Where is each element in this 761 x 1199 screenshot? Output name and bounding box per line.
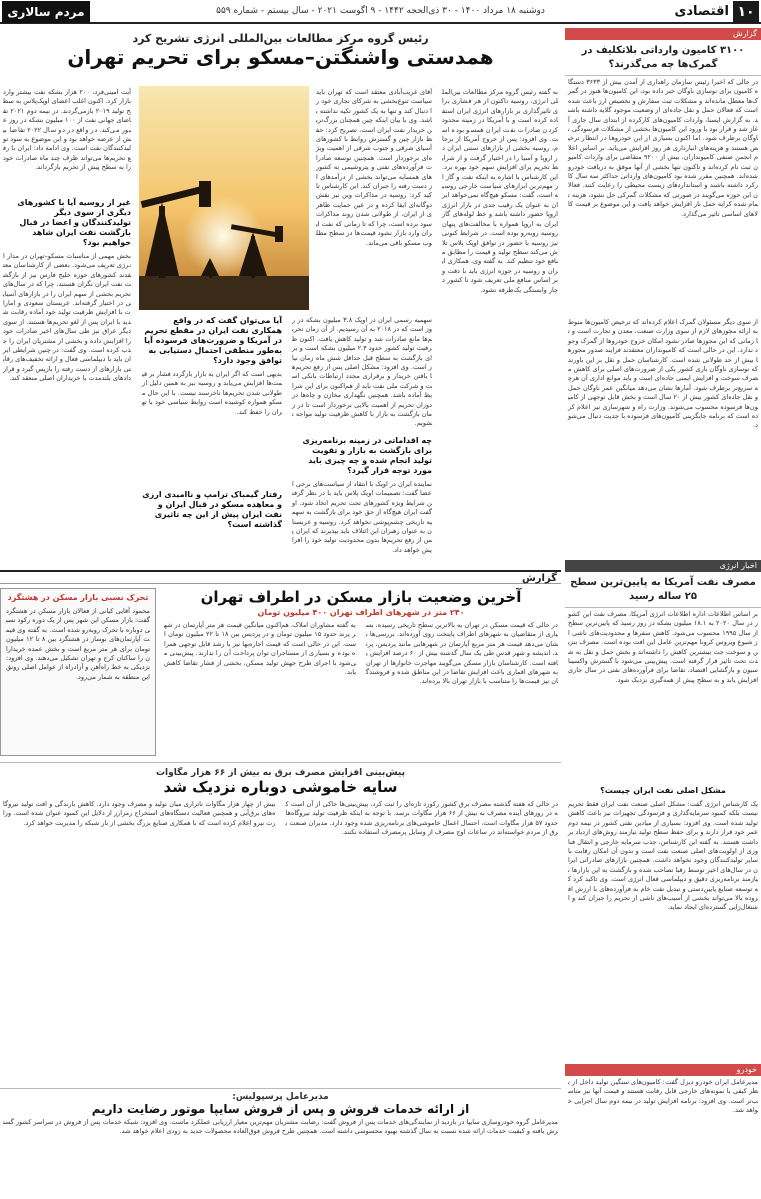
lead-question-4: رفتار گیمباک ترامپ و ناامیدی ارزی و معاهده مسکو در قبال ایران و نفت ایران پیش از این چه تاثیری گذاشته است؟	[142, 490, 282, 529]
lead-question-2: آیا می‌توان گفت که در واقع همکاری نفت ایران در مقطع تحریم در آمریکا و ضرورت‌های فرسوده آیا به‌طور منطقی احتمال دستیابی به توافق وجود دارد؟	[144, 316, 282, 365]
saipa-kicker: مدیرعامل پرسپولیس:	[232, 1092, 329, 1102]
divider	[0, 762, 561, 763]
electricity-body-1: در حالی که هفته گذشته مصرف برق کشور رکورد تازه‌ای را ثبت کرد، پیش‌بینی‌ها حاکی از آن است که در روزهای آینده مصرف به بیش از ۶۶ هزار مگاوات برسد. با توجه به اینکه ظرفیت تولید نیروگاه‌ها حدود ۵۷ هزار مگاوات است، احتمال اعمال خاموشی‌های برنامه‌ریزی شده وجود دارد. مدیران صنعت برق از مردم خواسته‌اند در ساعات اوج مصرف از وسایل پرمصرف استفاده نکنند.	[285, 800, 559, 837]
lead-lower-block	[139, 314, 435, 566]
auto-story-body: مدیرعامل ایران خودرو دیزل گفت: کامیون‌های سنگین تولید داخل از نظر کیفی با نمونه‌های خارجی قابل رقابت هستند و قیمت آنها نیز مناسب‌تر است. وی افزود: برنامه افزایش تولید در نیمه دوم سال اجرایی خواهد شد.	[568, 1078, 758, 1115]
lead-kicker: رئیس گروه مرکز مطالعات بین‌المللی انرژی تشریح کرد	[132, 32, 429, 45]
housing-highlight: ۲۴۰ متر در شهرهای اطراف تهران ۴۰۰ میلیون تومان	[257, 608, 465, 617]
section-tag: خودرو	[565, 1064, 761, 1076]
saipa-title: از ارائه خدمات فروش و پس از فروش سایپا موتور رضایت داریم	[91, 1102, 470, 1116]
lead-column-3: آیت امینی‌فرد، ۲۰۰ هزار بشکه نفت بیشتر وارد بازار کرد. اکنون اغلب اعضای اوپک‌پلاس به سطح تولید ۲۰۱۹ بازمی‌گردند. در نیمه دوم ۲۰۲۱ تقاضای جهانی نفت از ۱۰۰ میلیون بشکه در روز عبور می‌کند. در واقع در دو سال ۲۰۲۲ تقاضا بیش از عرضه خواهد بود و این موضوع به سود تولیدکنندگان نفت است. وی ادامه داد: ایران با رفع تحریم‌ها می‌تواند ظرف چند ماه صادرات خود را به سطح پیش از تحریم بازگرداند.	[3, 88, 131, 172]
oil-story-headline: مصرف نفت آمریکا به پایین‌ترین سطح ۲۵ ساله رسید	[565, 572, 761, 608]
newspaper-brand: مردم سالاری	[2, 1, 90, 23]
lead-column-3b: بخش مهمی از مناسبات مسکو–تهران در مدار انرژی تعریف می‌شود. بعضی از کارشناسان معتقدند کشورهای حوزه خلیج فارس نیز از بازگشت نفت ایران نگران هستند، چرا که در سال‌های تحریم بخشی از سهم ایران را در بازارهای آسیایی در اختیار گرفته‌اند. عربستان سعودی و امارات با افزایش ظرفیت تولید خود آماده رقابت شدید با ایران پس از لغو تحریم‌ها هستند. از سوی دیگر عراق نیز طی سال‌های اخیر صادرات خود را افزایش داده و بخشی از مشتریان ایران را جذب کرده است. وی گفت: در چنین شرایطی ایران باید با دیپلماسی فعال و ارائه تخفیف‌های رقابتی بازارهای از دست رفته را بازپس گیرد و قراردادهای بلندمدت با خریداران اصلی منعقد کند.	[3, 252, 131, 383]
page-number: ۱۰	[733, 1, 759, 23]
lead-column-6: بدیهی است که اگر ایران به بازار بازگردد فشار بر قیمت‌ها افزایش می‌یابد و روسیه نیز به همین دلیل از طولانی شدن تحریم‌ها ناخرسند نیست. با این حال مسکو همواره کوشیده است روابط سیاسی خود با تهران را حفظ کند.	[142, 370, 282, 416]
housing-body-2: به گفته مشاوران املاک، هم‌اکنون میانگین قیمت هر متر آپارتمان در شهر پرند حدود ۱۵ میلیون تومان و در پردیس بین ۱۸ تا ۲۲ میلیون تومان است. این در حالی است که قیمت اجاره‌بها نیز با رشد قابل توجهی همراه بوده و بسیاری از مستاجران توان پرداخت آن را ندارند. پیش‌بینی می‌شود با اجرای طرح جهش تولید مسکن، بخشی از فشار تقاضا کاهش یابد.	[164, 621, 356, 677]
electricity-kicker: پیش‌بینی افزایش مصرف برق به بیش از ۶۶ هزار مگاوات	[156, 768, 405, 778]
lead-headline-block	[0, 32, 561, 69]
electricity-title: سایه خاموشی دوباره نزدیک شد	[163, 778, 398, 796]
lead-column-left	[0, 86, 134, 566]
saipa-story	[0, 1092, 561, 1196]
oil-pumpjack-image	[139, 86, 309, 310]
housing-body-1: در حالی که قیمت مسکن در تهران به بالاترین سطح تاریخی رسیده، بسیاری از متقاضیان به شهرهای اطراف پایتخت روی آورده‌اند. بررسی‌ها نشان می‌دهد قیمت هر متر مربع آپارتمان در شهرهایی مانند پردیس، پرند، اندیشه و شهر قدس طی یک سال گذشته بیش از ۶۰ درصد افزایش یافته است. کارشناسان بازار مسکن می‌گویند مهاجرت خانوارها از تهران به شهرهای اقماری باعث افزایش تقاضا در این مناطق شده و فروشندگان نیز قیمت‌ها را متناسب با بازار تهران بالا برده‌اند.	[366, 621, 559, 686]
oil-story-body2: یک کارشناس انرژی گفت: مشکل اصلی صنعت نفت ایران فقط تحریم نیست بلکه کمبود سرمایه‌گذاری و فرسودگی تجهیزات نیز باعث کاهش تولید شده است. وی افزود: بسیاری از میادین نفتی کشور در نیمه دوم عمر خود قرار دارند و برای حفظ سطح تولید نیازمند روش‌های ازدیاد برداشت هستند. به گفته این کارشناس، جذب سرمایه خارجی و انتقال فناوری از اولویت‌های اصلی صنعت نفت است و بدون آن امکان رقابت با سایر تولیدکنندگان وجود نخواهد داشت. همچنین بازارهای صادراتی ایران در سال‌های اخیر توسط رقبا تصاحب شده و بازگشت به این بازارها نیازمند برنامه‌ریزی دقیق و دیپلماسی فعال انرژی است. وی تاکید کرد که توسعه صنایع پایین‌دستی و تبدیل نفت خام به فرآورده‌های با ارزش افزوده بالا می‌تواند بخشی از آسیب‌های ناشی از تحریم را جبران کند و اشتغال‌زایی گسترده‌ای ایجاد نماید.	[568, 800, 758, 912]
divider	[0, 1088, 561, 1089]
hashtgerd-body: محمود آقایی کیانی از فعالان بازار مسکن در هشتگرد گفت: بازار مسکن این شهر پس از یک دوره رکود نسبی دوباره با تحرک روبه‌رو شده است. به گفته وی قیمت آپارتمان‌های نوساز در هشتگرد بین ۸ تا ۱۲ میلیون تومان برای هر متر مربع است و بخش عمده خریداران را ساکنان کرج و تهران تشکیل می‌دهند. وی افزود: نزدیکی به خط راه‌آهن و آزادراه از عوامل اصلی رونق این منطقه به شمار می‌رود.	[6, 607, 150, 681]
truck-story-body-cont: از سوی دیگر مسئولان گمرک اعلام کرده‌اند که ترخیص کامیون‌ها منوط به ارائه مجوزهای لازم از سوی وزارت صنعت، معدن و تجارت است و تا زمانی که این مجوزها صادر نشود امکان خروج خودروها از گمرک وجود ندارد. این در حالی است که کامیونداران معتقدند فرایند صدور مجوزها بیش از حد طولانی شده است. کارشناسان حمل و نقل بر این باورند که نوسازی ناوگان باری کشور یکی از ضرورت‌های اصلی برای کاهش مصرف سوخت و افزایش ایمنی جاده‌ای است و باید موانع اداری آن هرچه سریع‌تر برطرف شود. آمارها نشان می‌دهد میانگین عمر ناوگان حمل و نقل جاده‌ای کشور بیش از ۲۰ سال است و بخش قابل توجهی از کامیون‌ها فرسوده محسوب می‌شوند. وزارت راه و شهرسازی نیز اعلام کرده است که برنامه جایگزینی کامیون‌های فرسوده با جدیت دنبال می‌شود.	[568, 318, 758, 430]
lead-column-2a: آقای غریب‌آبادی معتقد است که تهران باید سیاست تنوع‌بخشی به شرکای تجاری خود را دنبال کند و تنها به یک کشور تکیه نداشته باشد. وی با بیان اینکه چین همچنان بزرگ‌ترین خریدار نفت ایران است، تصریح کرد: حفظ بازار چین و گسترش روابط با کشورهای آسیای شرقی و جنوب شرقی از اهمیت ویژه‌ای برخوردار است. همچنین توسعه صادرات فرآورده‌های نفتی و پتروشیمی به کشورهای همسایه می‌تواند بخشی از درآمدهای از دست رفته را جبران کند. این کارشناس تاکید کرد: روسیه در مذاکرات وین نیز نقش دوگانه‌ای ایفا کرده و در عین حمایت ظاهری از ایران، از طولانی شدن روند مذاکرات سود برده است، چرا که تا زمانی که نفت ایران وارد بازار نشود قیمت‌ها در سطح مطلوب مسکو باقی می‌ماند.	[316, 88, 432, 247]
lead-column-1: به گفته رئیس گروه مرکز مطالعات بین‌المللی انرژی، روسیه تاکنون از هر فشاری برای تاثیرگذاری بر بازارهای انرژی ایران استفاده کرده است و با آمریکا در زمینه محدود کردن صادرات نفت ایران همسو بوده است. وی افزود: پس از خروج آمریکا از برجام، روسیه بخشی از بازارهای سنتی ایران در اروپا و آسیا را در اختیار گرفت و از شرایط تحریم برای افزایش سهم خود بهره برد. این کارشناس با اشاره به اینکه نفت و گاز از مهم‌ترین ابزارهای سیاست خارجی روسیه است، گفت: مسکو هیچ‌گاه نمی‌خواهد ایران به عنوان یک رقیب جدی در بازار انرژی اروپا حضور داشته باشد و خط لوله‌های گاز ایران به اروپا همواره با مخالفت‌های پنهان روسیه روبه‌رو بوده است. در شرایط کنونی نیز روسیه با حضور در توافق اوپک پلاس تلاش می‌کند سطح تولید و قیمت را مطابق منافع خود تنظیم کند. به گفته وی، همکاری ایران و روسیه در حوزه انرژی باید با دقت و بر اساس منافع ملی تعریف شود تا کشور دچار وابستگی یک‌طرفه نشود.	[442, 88, 558, 294]
electricity-body-2: بیش از چهار هزار مگاوات ناترازی میان تولید و مصرف وجود دارد. کاهش بارندگی و افت تولید نیروگاه‌های برق‌آبی و همچنین فعالیت دستگاه‌های استخراج رمزارز از دلایل این کمبود عنوان شده است. وزارت نیرو اعلام کرده است که با همکاری صنایع بزرگ بخشی از بار شبکه را مدیریت خواهد کرد.	[3, 800, 276, 827]
housing-story	[161, 588, 561, 747]
dateline: دوشنبه ۱۸ مرداد ۱۴۰۰ - ۳۰ ذی‌الحجه ۱۴۴۲ - ۹ اگوست ۲۰۲۱ - سال بیستم - شماره ۵۵۹	[216, 6, 545, 16]
oil-story-subhead: مشکل اصلی نفت ایران چیست؟	[600, 786, 726, 795]
section-tag: اخبار انرژی	[565, 560, 761, 572]
right-column	[565, 28, 761, 1198]
report-tag: گزارش	[521, 573, 557, 584]
main-area	[0, 28, 561, 1198]
section-name: اقتصادی	[674, 4, 729, 19]
lead-column-5: نماینده ایران در اوپک با انتقاد از سیاست‌های برخی اعضا گفت: تصمیمات اوپک پلاس باید با در نظر گرفتن شرایط ویژه کشورهای تحت تحریم اتخاذ شود. او گفت ایران هیچ‌گاه از حق خود برای بازگشت به سهمیه تاریخی چشم‌پوشی نخواهد کرد. روسیه و عربستان به عنوان رهبران این ائتلاف باید بپذیرند که ایران پس از رفع تحریم‌ها بدون محدودیت تولید خود را افزایش خواهد داد.	[292, 480, 432, 554]
electricity-story	[0, 768, 561, 984]
truck-story-body: در حالی که اخیرا رئیس سازمان راهداری از آمدن بیش از ۳۶۳۳ دستگاه کامیون برای نوسازی ناوگان خبر داده بود، این کامیون‌ها هنوز در گمرک‌ها معطل مانده‌اند و مشکلات ثبت سفارش و تخصیص ارز باعث شده است که فعالان حمل و نقل جاده‌ای از وضعیت موجود گلایه داشته باشند. به گزارش ایسنا، واردات کامیون‌های کارکرده از ابتدای سال جاری آغاز شد و قرار بود با ورود این کامیون‌ها بخشی از مشکلات فرسودگی ناوگان برطرف شود. اما اکنون بسیاری از این خودروها در انتظار ترخیص هستند و هزینه‌های انبارداری هر روز افزایش می‌یابد. بر اساس اعلام انجمن صنفی کامیونداران، بیش از ۹۲۰۰ متقاضی برای واردات کامیون ثبت نام کرده‌اند و تاکنون تنها بخشی از آنها موفق به دریافت خودرو شده‌اند. همچنین مقرر شده بود کامیون‌های وارداتی حداکثر سه سال کارکرد داشته باشند و استانداردهای زیست محیطی را رعایت کنند. فعالان این حوزه می‌گویند در صورتی که مشکلات گمرکی حل نشود، هزینه تمام شده کرایه حمل بار افزایش خواهد یافت و این موضوع بر قیمت کالاهای اساسی تاثیر می‌گذارد.	[568, 78, 758, 218]
lead-question-3: چه اقداماتی در زمینه برنامه‌ریزی برای بازگشت به بازار و تقویت تولید انجام شده و چه چیزی باید مورد توجه قرار گیرد؟	[302, 436, 432, 475]
saipa-body: مدیرعامل گروه خودروسازی سایپا در بازدید از نمایندگی‌های خدمات پس از فروش گفت: رضایت مشتریان مهم‌ترین معیار ارزیابی عملکرد ماست. وی افزود: شبکه خدمات پس از فروش در سراسر کشور گسترش یافته و کیفیت خدمات ارائه شده نسبت به سال گذشته بهبود محسوسی داشته است. همچنین طرح فروش فوق‌العاده محصولات جدید به زودی اعلام خواهد شد.	[3, 1118, 558, 1136]
oil-pumpjack-photo	[139, 86, 309, 310]
hashtgerd-box	[0, 588, 156, 756]
lead-column-4: سهمیه رسمی ایران در اوپک ۳.۸ میلیون بشکه در روز است که در ۲۰۱۸ به آن رسیدیم. از آن زمان تحریم‌ها مانع صادرات شد و تولید کاهش یافت. اکنون ظرفیت تولید کشور حدود ۲.۴ میلیون بشکه است و برای بازگشت به سطح قبل حداقل شش ماه زمان نیاز است. وی افزود: مشکل اصلی پس از رفع تحریم‌ها یافتن خریدار و برقراری مجدد ارتباطات بانکی است و شرکت ملی نفت باید از هم‌اکنون برای این شرایط آماده باشد. همچنین نگهداری مخازن و چاه‌ها در دوران تحریم از اهمیت بالایی برخوردار است تا در زمان بازگشت به بازار با کاهش ظرفیت تولید مواجه نشویم.	[292, 316, 432, 428]
section-tag: گزارش	[565, 28, 761, 40]
lead-question-1: غیر از روسیه آیا با کشورهای دیگری از سوی دیگر تولیدکنندگان و اعضا در قبال بازگشت نفت ایران شاهد خواهیم بود؟	[17, 198, 131, 247]
masthead	[0, 0, 761, 24]
housing-title: آخرین وضعیت بازار مسکن در اطراف تهران	[200, 588, 522, 606]
lead-title: همدستی واشنگتن–مسکو برای تحریم تهران	[67, 45, 494, 69]
report-section-bar	[0, 570, 561, 584]
truck-story-headline: ۳۱۰۰ کامیون وارداتی بلاتکلیف در گمرک‌ها چه می‌گذرند؟	[565, 40, 761, 76]
oil-story-body: بر اساس اطلاعات اداره اطلاعات انرژی آمریکا، مصرف نفت این کشور در سال ۲۰۲۰ به ۱۸.۱ میلیون بشکه در روز رسید که پایین‌ترین سطح از سال ۱۹۹۵ محسوب می‌شود. کاهش سفرها و محدودیت‌های ناشی از شیوع ویروس کرونا مهم‌ترین عامل این افت بوده است. مصرف بنزین و سوخت جت بیشترین کاهش را داشته‌اند و بخش حمل و نقل به شدت تحت تاثیر قرار گرفته است. پیش‌بینی می‌شود با گسترش واکسیناسیون و بازگشایی اقتصاد، تقاضا برای فرآورده‌های نفتی در سال جاری افزایش یابد و به سطح پیش از همه‌گیری نزدیک شود.	[568, 610, 758, 684]
hashtgerd-headline: تحرک نسبی بازار مسکن در هشتگرد	[7, 593, 149, 602]
